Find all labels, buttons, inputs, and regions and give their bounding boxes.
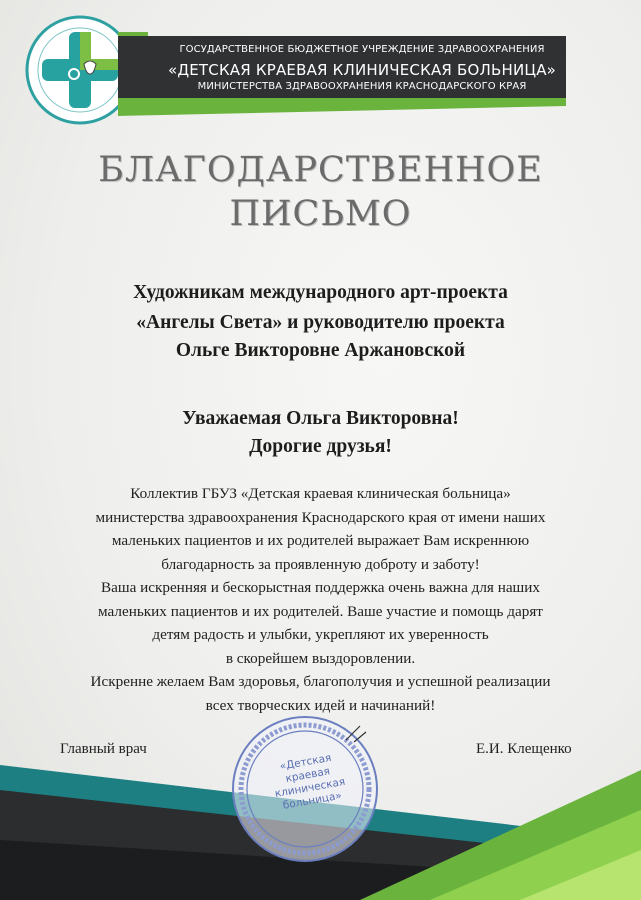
body-line: благодарность за проявленную доброту и заботу! [161, 555, 480, 573]
addressee-line-1: Художникам международного арт-проекта [133, 282, 508, 303]
greeting-line-1: Уважаемая Ольга Викторовна! [182, 408, 459, 429]
body-line: Коллектив ГБУЗ «Детская краевая клиническая больница» [130, 485, 511, 502]
header-line-3: МИНИСТЕРСТВА ЗДРАВООХРАНЕНИЯ КРАСНОДАРСКОГО КРАЯ [197, 81, 527, 92]
greeting-line-2: Дорогие друзья! [249, 436, 392, 457]
body-line: министерства здравоохранения Краснодарского края от имени наших [95, 508, 546, 526]
letter-body [40, 482, 601, 717]
signature-position: Главный врач [60, 741, 147, 757]
body-line: маленьких пациентов и их родителей. Ваше участие и помощь дарят [98, 602, 543, 620]
header-line-1: ГОСУДАРСТВЕННОЕ БЮДЖЕТНОЕ УЧРЕЖДЕНИЕ ЗДРАВООХРАНЕНИЯ [179, 44, 545, 55]
body-line: Ваша искренняя и бескорыстная поддержка очень важна для наших [101, 579, 540, 596]
signature-name: Е.И. Клещенко [476, 741, 572, 757]
stamp-center-text: «Детская краевая клиническая больница» [273, 751, 347, 812]
body-line: всех творческих идей и начинаний! [205, 696, 436, 714]
body-line: Искренне желаем Вам здоровья, благополучия и успешной реализации [90, 673, 551, 690]
title-line-2: ПИСЬМО [229, 194, 412, 234]
title-line-1: БЛАГОДАРСТВЕННОЕ [98, 150, 543, 190]
body-line: в скорейшем выздоровлении. [225, 649, 416, 667]
addressee-line-3: Ольге Викторовне Аржановской [175, 340, 466, 361]
body-line: маленьких пациентов и их родителей выражает Вам искреннюю [111, 532, 530, 549]
header-line-2: «ДЕТСКАЯ КРАЕВАЯ КЛИНИЧЕСКАЯ БОЛЬНИЦА» [167, 61, 557, 79]
addressee-line-2: «Ангелы Света» и руководителю проекта [136, 312, 505, 333]
body-line: детям радость и улыбки, укрепляют их уверенность [152, 626, 489, 643]
